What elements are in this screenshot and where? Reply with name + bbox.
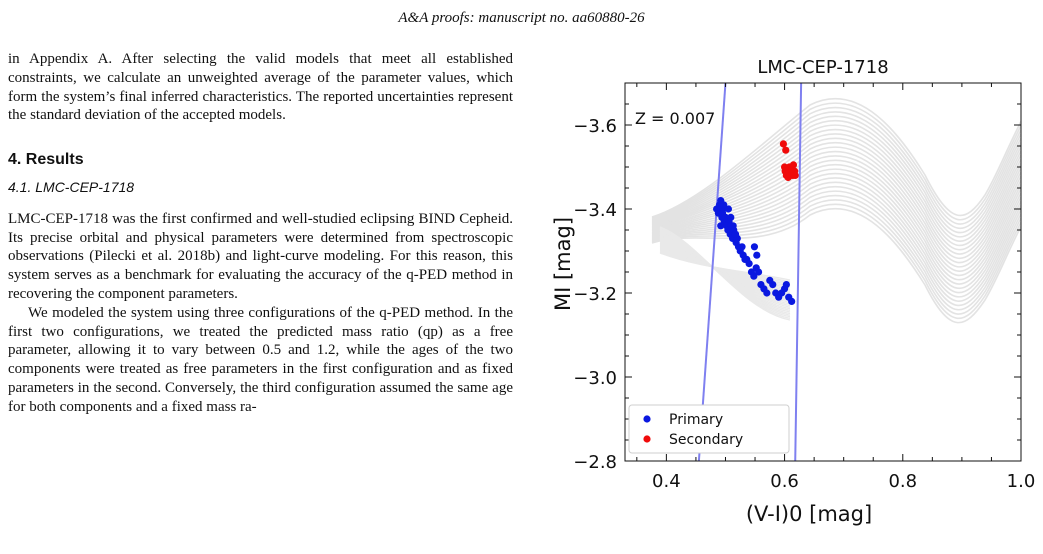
running-header: A&A proofs: manuscript no. aa60880-26	[398, 10, 645, 26]
y-tick-label: −3.0	[573, 368, 617, 389]
paragraph-benchmark: LMC-CEP-1718 was the first confirmed and well-studied eclipsing BIND Cepheid. Its precise orbital and physical parameters were determined from spectroscopic observations (Pilecki et al. 2018b) and light-curve modeling. For this reason, this system serves as a benchmark for evaluating the accuracy of the q-PED method in recovering the component parameters.	[8, 210, 513, 302]
x-axis-label: (V-I)0 [mag]	[745, 502, 873, 526]
secondary-point	[787, 172, 794, 179]
y-tick-label: −3.4	[573, 200, 617, 221]
secondary-point	[782, 147, 789, 154]
primary-point	[732, 231, 739, 238]
primary-point	[746, 260, 753, 267]
x-tick-label: 0.4	[652, 471, 681, 492]
legend-label: Secondary	[669, 432, 744, 448]
subsection-title: 4.1. LMC-CEP-1718	[8, 178, 135, 195]
primary-point	[725, 205, 732, 212]
metallicity-annotation: Z = 0.007	[635, 109, 716, 128]
primary-point	[755, 268, 762, 275]
plot-area	[652, 83, 1030, 461]
section-title: 4. Results	[8, 151, 84, 169]
primary-point	[730, 222, 737, 229]
y-tick-label: −3.6	[573, 116, 617, 137]
primary-point	[769, 281, 776, 288]
secondary-point	[780, 140, 787, 147]
legend	[629, 405, 789, 453]
x-tick-label: 0.6	[770, 471, 799, 492]
primary-point	[783, 281, 790, 288]
y-tick-label: −2.8	[573, 452, 617, 473]
y-axis-label: MI [mag]	[551, 216, 575, 312]
primary-point	[727, 214, 734, 221]
primary-point	[763, 289, 770, 296]
x-tick-label: 1.0	[1006, 471, 1036, 492]
legend-marker	[643, 415, 650, 422]
primary-point	[753, 252, 760, 259]
paragraph-configurations: We modeled the system using three configurations of the q-PED method. In the first two configurations, we treated the predicted mass ratio (qp) as a free parameter, allowing it to vary between 0.5 and 1.2, while the ages of the two components were treated as free parameters in the first configuration and as fixed parameters in the second. Conversely, the third configuration assumed the same age for both components and a fixed mass ra-	[8, 304, 513, 415]
y-tick-label: −3.2	[573, 284, 617, 305]
chart-title: LMC-CEP-1718	[757, 57, 889, 78]
x-tick-label: 0.8	[888, 471, 918, 492]
primary-point	[738, 243, 745, 250]
legend-label: Primary	[669, 412, 724, 428]
evolutionary-tracks	[652, 99, 1030, 323]
primary-point	[788, 298, 795, 305]
primary-point	[751, 243, 758, 250]
paragraph-intro: in Appendix A. After selecting the valid models that meet all established constraints, we calculate an unweighted average of the parameter values, which form the system’s final inferred characteristics. The reported uncertainties represent the standard deviation of the accepted models.	[8, 51, 513, 124]
legend-marker	[643, 435, 650, 442]
secondary-point	[790, 161, 797, 168]
